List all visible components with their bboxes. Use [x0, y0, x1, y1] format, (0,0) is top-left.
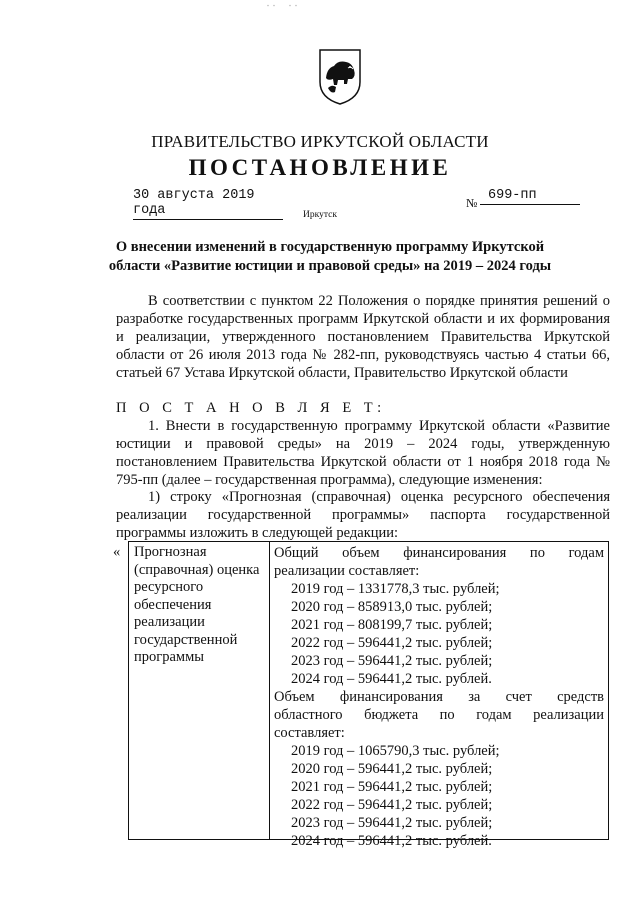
left-line: Прогнозная	[134, 544, 207, 560]
title-line: области «Развитие юстиции и правовой среды» на 2019 – 2024 годы	[108, 258, 552, 274]
total-year-row: 2019 год – 1331778,3 тыс. рублей;	[291, 581, 500, 597]
coat-of-arms-icon	[318, 48, 362, 106]
left-line: реализации	[134, 614, 205, 630]
left-line: ресурсного	[134, 579, 204, 595]
regional-year-row: 2022 год – 596441,2 тыс. рублей;	[291, 797, 493, 813]
item-1-paragraph: 1. Внести в государственную программу Иркутской области «Развитие юстиции и правовой среды» на 2019 – 2024 годы, утвержденную постановлением Правительства Иркутской области от 1 ноября 2018 года № 795-пп (далее – государственная программа), следующие изменения:	[116, 418, 610, 488]
resolves-heading: П О С Т А Н О В Л Я Е Т:	[116, 400, 386, 416]
decree-number: 699-пп	[480, 188, 580, 205]
left-line: государственной	[134, 631, 238, 648]
total-intro-line: Общий объем финансирования по годам	[274, 545, 604, 561]
regional-year-row: 2019 год – 1065790,3 тыс. рублей;	[291, 743, 500, 759]
open-quote: «	[113, 544, 121, 560]
document-type: ПОСТАНОВЛЕНИЕ	[188, 155, 452, 180]
regional-year-row: 2023 год – 596441,2 тыс. рублей;	[291, 815, 493, 831]
total-year-row: 2021 год – 808199,7 тыс. рублей;	[291, 617, 493, 633]
number-sign: №	[466, 196, 478, 210]
government-name: ПРАВИТЕЛЬСТВО ИРКУТСКОЙ ОБЛАСТИ	[151, 132, 489, 151]
left-line: (справочная) оценка	[134, 561, 260, 578]
item-1-1-paragraph: 1) строку «Прогнозная (справочная) оценка ресурсного обеспечения реализации государственной программы» паспорта государственной программы изложить в следующей редакции:	[116, 489, 610, 541]
city-name: Иркутск	[303, 210, 337, 220]
regional-intro-line: Объем финансирования за счет средств	[274, 689, 604, 705]
table-left-cell	[134, 544, 266, 667]
regional-intro-line: областного бюджета по годам реализации	[274, 707, 604, 723]
total-year-row: 2024 год – 596441,2 тыс. рублей.	[291, 671, 492, 687]
regional-year-row: 2020 год – 596441,2 тыс. рублей;	[291, 761, 493, 777]
total-year-row: 2020 год – 858913,0 тыс. рублей;	[291, 599, 493, 615]
preamble-paragraph: В соответствии с пунктом 22 Положения о порядке принятия решений о разработке государственных программ Иркутской области и их формирования и реализации, утвержденного постановлением Правительства Иркутской области от 26 июля 2013 года № 282-пп, руководствуясь частью 4 статьи 66, статьей 67 Устава Иркутской области, Правительство Иркутской области	[116, 293, 610, 381]
title-line: О внесении изменений в государственную программу Иркутской	[115, 239, 545, 255]
total-intro-line: реализации составляет:	[274, 563, 420, 579]
total-year-row: 2023 год – 596441,2 тыс. рублей;	[291, 653, 493, 669]
table-column-divider	[269, 541, 270, 840]
left-line: обеспечения	[134, 596, 212, 613]
regional-intro-line: составляет:	[274, 725, 345, 741]
document-title	[70, 238, 590, 276]
regional-year-row: 2021 год – 596441,2 тыс. рублей;	[291, 779, 493, 795]
decree-date: 30 августа 2019 года	[133, 188, 283, 220]
total-year-row: 2022 год – 596441,2 тыс. рублей;	[291, 635, 493, 651]
left-line: программы	[134, 649, 204, 665]
scan-dots	[264, 4, 304, 7]
table-right-cell	[274, 544, 604, 850]
regional-year-row: 2024 год – 596441,2 тыс. рублей.	[291, 833, 492, 849]
